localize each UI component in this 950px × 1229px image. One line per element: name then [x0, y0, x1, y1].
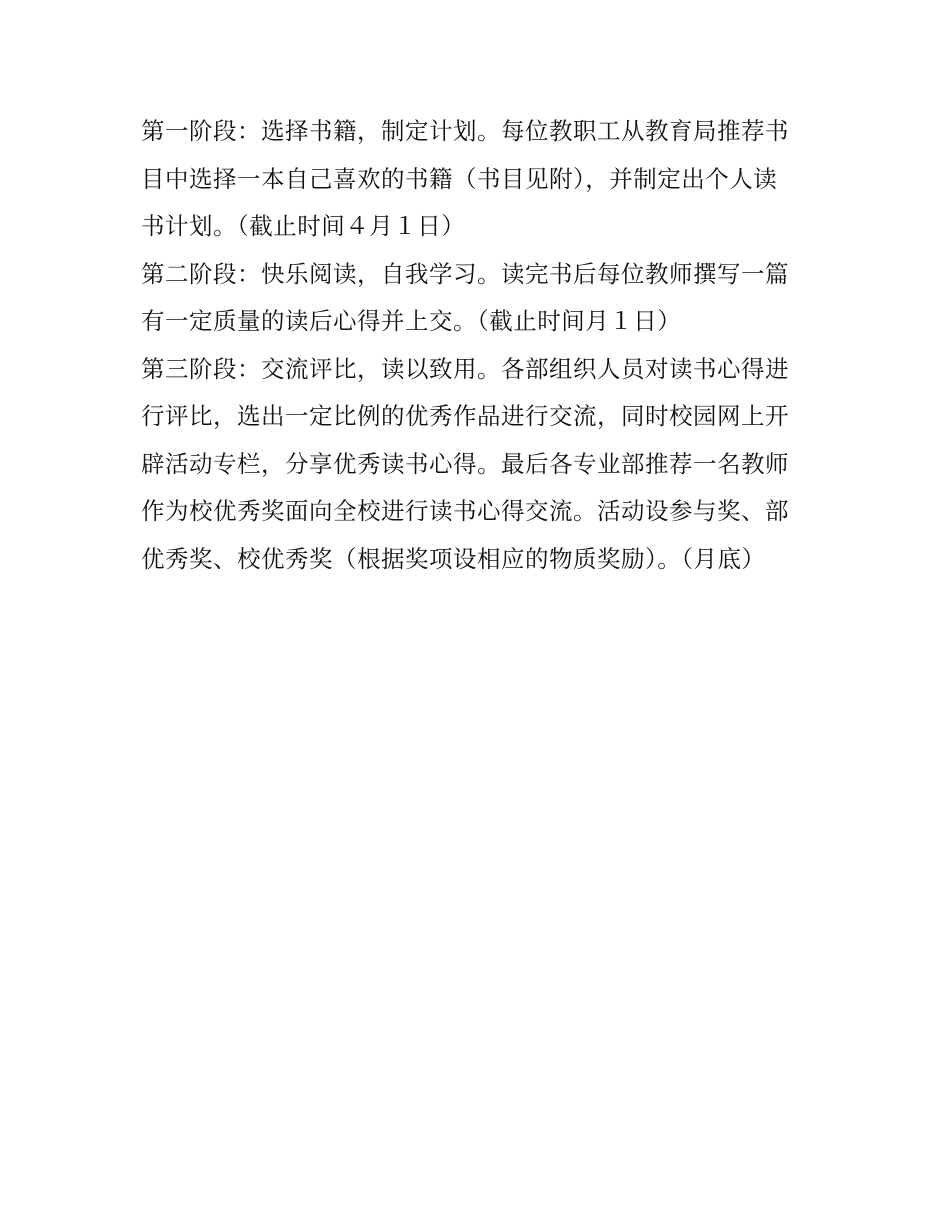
text-line: 行评比，选出一定比例的优秀作品进行交流，同时校园网上开	[141, 402, 789, 430]
text-line: 第二阶段：快乐阅读，自我学习。读完书后每位教师撰写一篇	[141, 259, 789, 288]
text-line: 目中选择一本自己喜欢的书籍（书目见附），并制定出个人读	[141, 164, 778, 193]
text-line: 辟活动专栏，分享优秀读书心得。最后各专业部推荐一名教师	[141, 449, 789, 478]
text-line: 第一阶段：选择书籍，制定计划。每位教职工从教育局推荐书	[141, 117, 789, 145]
text-line: 书计划。（截止时间４月１日）	[141, 212, 466, 240]
text-line: 优秀奖、校优秀奖（根据奖项设相应的物质奖励）。（月底）	[141, 544, 766, 573]
text-line: 作为校优秀奖面向全校进行读书心得交流。活动设参与奖、部	[141, 497, 789, 525]
document-body	[141, 108, 813, 583]
text-line: 有一定质量的读后心得并上交。（截止时间月１日）	[141, 307, 682, 335]
text-line: 第三阶段：交流评比，读以致用。各部组织人员对读书心得进	[141, 354, 789, 383]
